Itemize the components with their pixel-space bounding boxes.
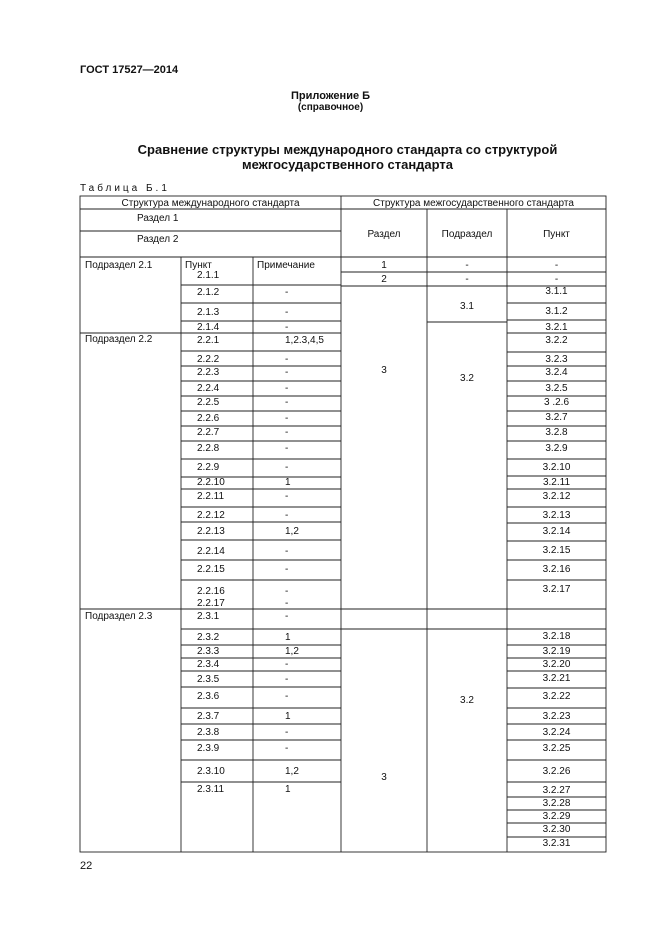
left-row-note: -: [285, 586, 289, 597]
left-row-note: 1: [285, 632, 291, 643]
main-title-line-2: межгосударственного стандарта: [241, 157, 454, 172]
right-top-podrazdel: -: [465, 274, 469, 285]
left-row-punkt: 2.1.3: [197, 307, 220, 318]
table-caption: Таблица Б.1: [80, 183, 170, 194]
right-row-punkt: 3.2.31: [542, 838, 571, 849]
left-row-punkt: 2.2.3: [197, 367, 220, 378]
left-row-punkt: 2.3.8: [197, 727, 220, 738]
right-row-punkt: 3.2.20: [542, 659, 571, 670]
right-col-punkt-label: Пункт: [543, 229, 570, 240]
right-top-razdel: 2: [381, 274, 387, 285]
left-row-punkt: 2.3.1: [197, 611, 220, 622]
left-row-punkt: 2.2.2: [197, 354, 220, 365]
section-1-label: Раздел 1: [137, 213, 179, 224]
right-top-razdel: 1: [381, 260, 387, 271]
left-row-punkt: 2.2.16: [197, 586, 225, 597]
left-row-note: -: [285, 564, 289, 575]
right-col-razdel-label: Раздел: [367, 229, 401, 240]
main-title-line-1: Сравнение структуры международного стандарта со структурой: [137, 142, 558, 157]
left-row-punkt: 2.2.7: [197, 427, 220, 438]
left-row-punkt: 2.1.1: [197, 270, 220, 281]
subcol-note-label: Примечание: [257, 260, 315, 271]
right-row-punkt: 3.2.18: [542, 631, 571, 642]
left-row-note: 1: [285, 477, 291, 488]
left-row-note: -: [285, 510, 289, 521]
left-row-punkt: 2.3.2: [197, 632, 220, 643]
right-row-punkt: 3.1.1: [545, 286, 568, 297]
page-number: 22: [80, 860, 93, 872]
subcol-punkt-label: Пункт: [185, 260, 212, 271]
left-row-note: -: [285, 462, 289, 473]
left-row-note: -: [285, 611, 289, 622]
left-row-punkt: 2.3.6: [197, 691, 220, 702]
right-row-punkt: 3.2.27: [542, 785, 571, 796]
section-2-label: Раздел 2: [137, 234, 179, 245]
left-row-punkt: 2.2.17: [197, 598, 225, 609]
right-row-punkt: 3.2.25: [542, 743, 571, 754]
right-podrazdel-3-2: 3.2: [460, 373, 474, 384]
right-row-punkt: 3 .2.6: [543, 397, 570, 408]
left-row-punkt: 2.3.11: [197, 784, 225, 795]
left-row-punkt: 2.2.14: [197, 546, 225, 557]
right-row-punkt: 3.2.29: [542, 811, 571, 822]
right-top-punkt: -: [554, 260, 559, 271]
left-row-note: 1: [285, 784, 291, 795]
right-row-punkt: 3.1.2: [545, 306, 568, 317]
document-code: ГОСТ 17527—2014: [80, 64, 179, 76]
left-row-punkt: 2.2.9: [197, 462, 220, 473]
right-row-punkt: 3.2.14: [542, 526, 571, 537]
left-row-note: -: [285, 427, 289, 438]
left-row-note: -: [285, 367, 289, 378]
right-row-punkt: 3.2.21: [542, 673, 571, 684]
left-row-note: 1,2: [285, 646, 299, 657]
appendix-title: Приложение Б: [290, 90, 371, 102]
appendix-note: (справочное): [297, 102, 364, 113]
right-row-punkt: 3.2.12: [542, 491, 571, 502]
left-row-note: -: [285, 659, 289, 670]
left-row-punkt: 2.2.4: [197, 383, 220, 394]
right-row-punkt: 3.2.30: [542, 824, 571, 835]
right-top-podrazdel: -: [465, 260, 469, 271]
right-row-punkt: 3.2.13: [542, 510, 571, 521]
left-row-note: 1,2.3,4,5: [285, 335, 324, 346]
left-row-punkt: 2.2.11: [197, 491, 225, 502]
left-row-punkt: 2.2.12: [197, 510, 225, 521]
right-row-punkt: 3.2.24: [542, 727, 571, 738]
right-row-punkt: 3.2.28: [542, 798, 571, 809]
right-col-podrazdel-label: Подраздел: [441, 229, 493, 240]
left-row-note: -: [285, 598, 289, 609]
table-frame: [80, 196, 606, 852]
subsection-2-3-label: Подраздел 2.3: [85, 611, 153, 622]
left-row-note: -: [285, 491, 289, 502]
right-razdel-3: 3: [381, 772, 387, 783]
left-row-note: -: [285, 287, 289, 298]
right-row-punkt: 3.2.22: [542, 691, 571, 702]
right-top-punkt: -: [554, 274, 559, 285]
right-row-punkt: 3.2.3: [545, 354, 568, 365]
left-row-note: -: [285, 307, 289, 318]
left-row-punkt: 2.3.7: [197, 711, 220, 722]
left-row-punkt: 2.2.15: [197, 564, 225, 575]
left-row-note: -: [285, 546, 289, 557]
left-row-note: -: [285, 727, 289, 738]
right-podrazdel-3-2: 3.2: [460, 695, 474, 706]
left-row-note: -: [285, 413, 289, 424]
right-row-punkt: 3.2.7: [545, 412, 568, 423]
left-row-punkt: 2.2.5: [197, 397, 220, 408]
right-podrazdel-3-1: 3.1: [460, 301, 474, 312]
left-row-note: -: [285, 743, 289, 754]
right-row-punkt: 3.2.10: [542, 462, 571, 473]
left-row-note: -: [285, 383, 289, 394]
header-right-label: Структура межгосударственного стандарта: [373, 198, 574, 209]
right-row-punkt: 3.2.8: [545, 427, 568, 438]
left-row-punkt: 2.3.3: [197, 646, 220, 657]
left-row-punkt: 2.2.13: [197, 526, 225, 537]
right-row-punkt: 3.2.19: [542, 646, 571, 657]
left-row-punkt: 2.3.5: [197, 674, 220, 685]
right-row-punkt: 3.2.9: [545, 443, 568, 454]
left-row-punkt: 2.1.2: [197, 287, 220, 298]
left-row-punkt: 2.3.9: [197, 743, 220, 754]
subsection-2-2-label: Подраздел 2.2: [85, 334, 153, 345]
left-row-note: 1,2: [285, 526, 299, 537]
right-row-punkt: 3.2.5: [545, 383, 568, 394]
header-left-label: Структура международного стандарта: [121, 198, 300, 209]
left-row-punkt: 2.2.10: [197, 477, 225, 488]
left-row-note: -: [285, 443, 289, 454]
left-row-note: 1,2: [285, 766, 299, 777]
left-row-note: -: [285, 691, 289, 702]
right-row-punkt: 3.2.17: [542, 584, 571, 595]
right-row-punkt: 3.2.11: [542, 477, 571, 488]
subsection-2-1-label: Подраздел 2.1: [85, 260, 153, 271]
right-row-punkt: 3.2.4: [545, 367, 568, 378]
left-row-punkt: 2.2.8: [197, 443, 220, 454]
left-row-punkt: 2.3.4: [197, 659, 220, 670]
left-row-punkt: 2.3.10: [197, 766, 225, 777]
left-row-note: -: [285, 322, 289, 333]
right-row-punkt: 3.2.16: [542, 564, 571, 575]
left-row-note: 1: [285, 711, 291, 722]
right-razdel-3: 3: [381, 365, 387, 376]
left-row-punkt: 2.1.4: [197, 322, 220, 333]
left-row-note: -: [285, 397, 289, 408]
right-row-punkt: 3.2.1: [545, 322, 568, 333]
left-row-punkt: 2.2.1: [197, 335, 220, 346]
right-row-punkt: 3.2.23: [542, 711, 571, 722]
right-row-punkt: 3.2.15: [542, 545, 571, 556]
left-row-note: -: [285, 354, 289, 365]
left-row-note: -: [285, 674, 289, 685]
left-row-punkt: 2.2.6: [197, 413, 220, 424]
right-row-punkt: 3.2.26: [542, 766, 571, 777]
right-row-punkt: 3.2.2: [545, 335, 568, 346]
